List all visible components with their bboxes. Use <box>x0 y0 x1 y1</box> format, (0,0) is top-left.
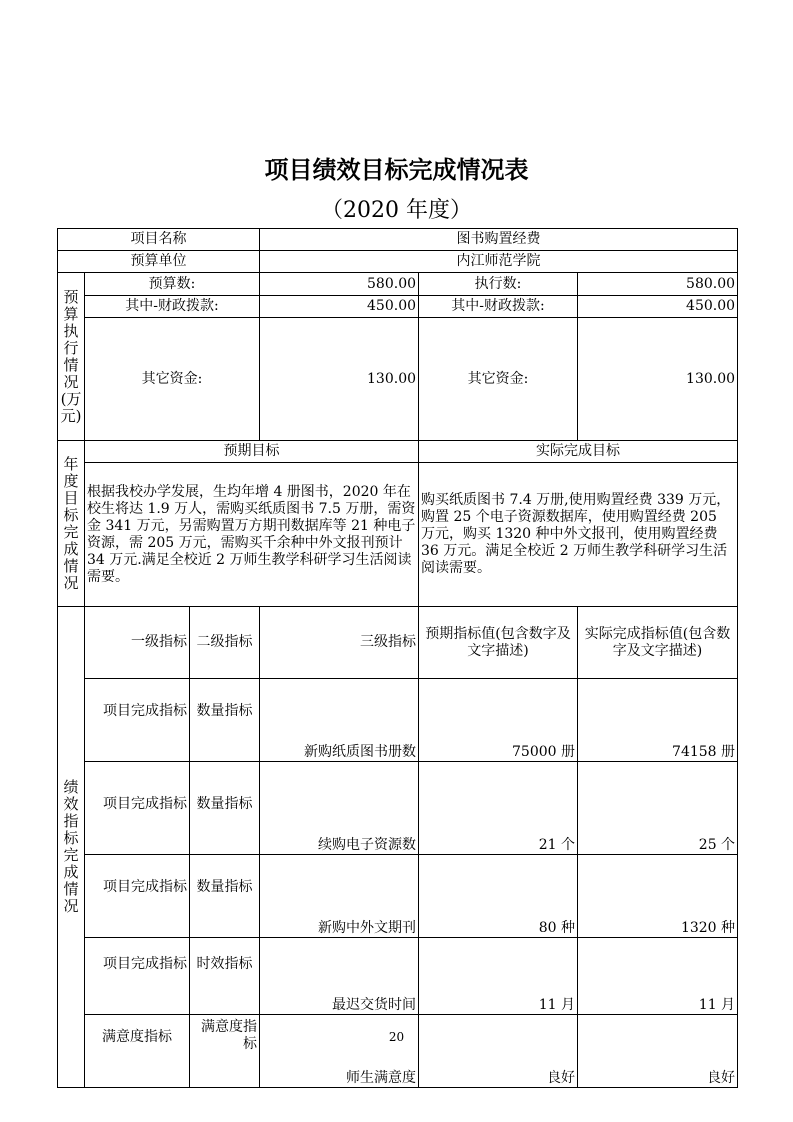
budget-amount-label: 预算数: <box>85 273 260 296</box>
perf-level1-cell: 项目完成指标 <box>85 855 190 938</box>
budget-amount-value: 580.00 <box>260 273 419 296</box>
perf-actual-cell: 25 个 <box>578 762 738 855</box>
page-title: 项目绩效目标完成情况表 <box>264 156 529 184</box>
perf-label: 绩效指标完成情况 <box>58 607 85 1088</box>
perf-header-level1: 一级指标 <box>85 607 190 679</box>
perf-header-level2: 二级指标 <box>190 607 260 679</box>
expected-goal-text: 根据我校办学发展，生均年增 4 册图书，2020 年在校生将达 1.9 万人，需购买纸质图书 7.5 万册，需资金 341 万元，另需购置万方期刊数据库等 21 种电子资源，需 205 万元，需购买千余种中外文报刊预计 34 万元.满足全校近 2 万师生教学科研学习生活阅读需要。 <box>85 463 419 607</box>
budget-other-value: 130.00 <box>260 318 419 441</box>
exec-fiscal-value: 450.00 <box>578 296 738 318</box>
perf-header-level3: 三级指标 <box>260 607 419 679</box>
perf-level1-cell: 项目完成指标 <box>85 938 190 1015</box>
table-row <box>58 938 738 1015</box>
budget-fiscal-value: 450.00 <box>260 296 419 318</box>
perf-level2-cell: 数量指标 <box>190 855 260 938</box>
goal-text-row <box>58 463 738 607</box>
budget-exec-label: 预算执行情况(万元) <box>58 273 85 441</box>
actual-goal-header: 实际完成目标 <box>419 441 738 463</box>
perf-expected-cell: 80 种 <box>419 855 578 938</box>
table-row <box>58 1015 738 1088</box>
exec-other-label: 其它资金: <box>419 318 578 441</box>
perf-actual-cell: 11 月 <box>578 938 738 1015</box>
table-row <box>58 855 738 938</box>
page-number: 20 <box>388 1030 405 1044</box>
perf-expected-cell: 良好 <box>419 1015 578 1088</box>
budget-unit-value: 内江师范学院 <box>260 251 738 273</box>
budget-unit-label: 预算单位 <box>58 251 260 273</box>
perf-level1-cell: 项目完成指标 <box>85 762 190 855</box>
budget-amount-row <box>58 273 738 296</box>
goal-header-row <box>58 441 738 463</box>
perf-header-row <box>58 607 738 679</box>
budget-other-label: 其它资金: <box>85 318 260 441</box>
perf-level3-cell: 续购电子资源数 <box>260 762 419 855</box>
exec-fiscal-label: 其中-财政拨款: <box>419 296 578 318</box>
actual-goal-text: 购买纸质图书 7.4 万册,使用购置经费 339 万元，购置 25 个电子资源数据库，使用购置经费 205 万元，购买 1320 种中外文报刊，使用购置经费 36 万元。满足全校近 2 万师生教学科研学习生活阅读需要。 <box>419 463 738 607</box>
performance-table <box>57 228 738 1088</box>
exec-amount-label: 执行数: <box>419 273 578 296</box>
perf-level2-cell: 数量指标 <box>190 679 260 762</box>
perf-actual-cell: 74158 册 <box>578 679 738 762</box>
table-row <box>58 679 738 762</box>
project-name-value: 图书购置经费 <box>260 229 738 251</box>
perf-level3-cell: 新购纸质图书册数 <box>260 679 419 762</box>
perf-level2-cell: 满意度指标 <box>190 1015 260 1088</box>
perf-level2-cell: 数量指标 <box>190 762 260 855</box>
expected-goal-header: 预期目标 <box>85 441 419 463</box>
budget-other-row <box>58 318 738 441</box>
perf-level3-cell: 最迟交货时间 <box>260 938 419 1015</box>
perf-level3-cell: 新购中外文期刊 <box>260 855 419 938</box>
perf-level2-cell: 时效指标 <box>190 938 260 1015</box>
page-subtitle: （2020 年度） <box>321 198 472 223</box>
perf-actual-cell: 良好 <box>578 1015 738 1088</box>
project-name-row <box>58 229 738 251</box>
exec-amount-value: 580.00 <box>578 273 738 296</box>
table-row <box>58 762 738 855</box>
perf-level1-cell: 项目完成指标 <box>85 679 190 762</box>
budget-unit-row <box>58 251 738 273</box>
perf-actual-cell: 1320 种 <box>578 855 738 938</box>
perf-expected-cell: 11 月 <box>419 938 578 1015</box>
perf-expected-cell: 21 个 <box>419 762 578 855</box>
project-name-label: 项目名称 <box>58 229 260 251</box>
budget-fiscal-row <box>58 296 738 318</box>
perf-header-expected: 预期指标值(包含数字及文字描述) <box>419 607 578 679</box>
budget-fiscal-label: 其中-财政拨款: <box>85 296 260 318</box>
exec-other-value: 130.00 <box>578 318 738 441</box>
perf-header-actual: 实际完成指标值(包含数字及文字描述) <box>578 607 738 679</box>
perf-level3-cell: 师生满意度 <box>260 1015 419 1088</box>
annual-goal-label: 年度目标完成情况 <box>58 441 85 607</box>
perf-expected-cell: 75000 册 <box>419 679 578 762</box>
perf-level1-cell: 满意度指标 <box>85 1015 190 1088</box>
